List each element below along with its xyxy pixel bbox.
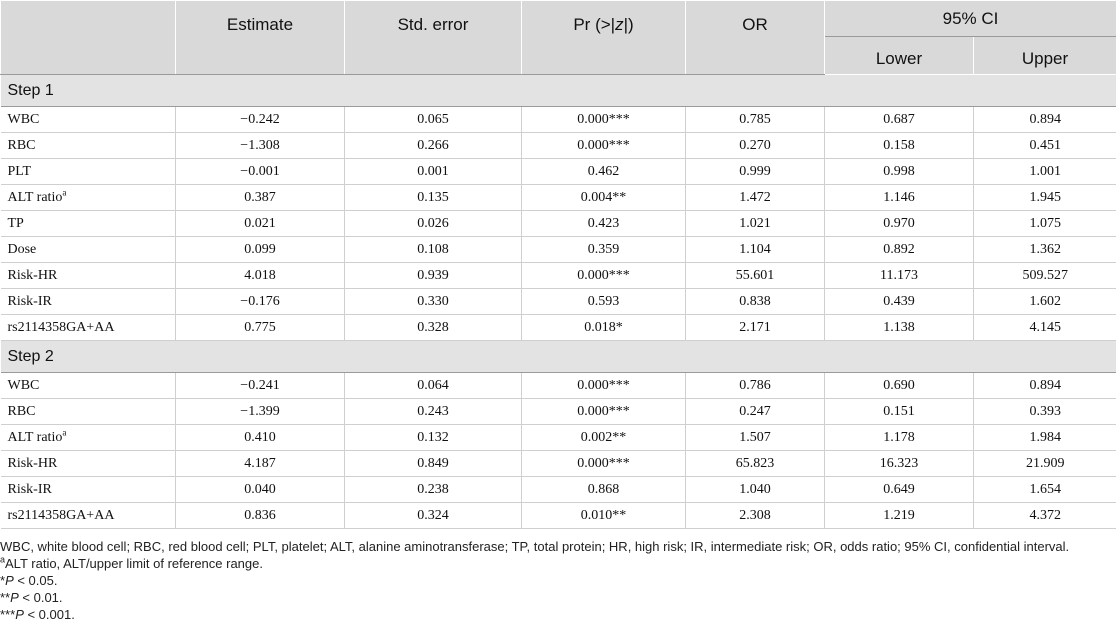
cell-std-error: 0.243 (345, 399, 522, 425)
cell-std-error: 0.849 (345, 451, 522, 477)
cell-lower: 0.439 (825, 289, 974, 315)
cell-p: 0.000*** (522, 373, 686, 399)
footnote-p0001 (0, 606, 1116, 623)
table-row (1, 477, 1116, 503)
cell-estimate: 0.099 (176, 237, 345, 263)
cell-upper: 0.393 (974, 399, 1116, 425)
cell-upper: 0.894 (974, 107, 1116, 133)
table-row (1, 503, 1116, 529)
cell-lower: 1.178 (825, 425, 974, 451)
section-row (1, 75, 1116, 107)
cell-estimate: −0.001 (176, 159, 345, 185)
variable-name: PLT (7, 163, 32, 179)
cell-std-error: 0.132 (345, 425, 522, 451)
cell-upper: 1.001 (974, 159, 1116, 185)
cell-estimate: 0.836 (176, 503, 345, 529)
cell-or: 1.472 (686, 185, 825, 211)
cell-upper: 4.372 (974, 503, 1116, 529)
variable-name: ALT ratio (7, 429, 63, 445)
cell-lower: 0.151 (825, 399, 974, 425)
cell-estimate: 0.387 (176, 185, 345, 211)
cell-upper: 1.984 (974, 425, 1116, 451)
cell-p: 0.018* (522, 315, 686, 341)
cell-variable (1, 159, 176, 185)
variable-footnote-marker: a (62, 426, 67, 437)
table-row (1, 237, 1116, 263)
cell-lower: 11.173 (825, 263, 974, 289)
cell-or: 0.838 (686, 289, 825, 315)
cell-upper: 1.362 (974, 237, 1116, 263)
cell-variable (1, 289, 176, 315)
cell-variable (1, 185, 176, 211)
section-row (1, 341, 1116, 373)
cell-p: 0.000*** (522, 133, 686, 159)
footnote-p-var: P (5, 573, 14, 588)
cell-or: 1.104 (686, 237, 825, 263)
cell-lower: 0.970 (825, 211, 974, 237)
cell-or: 0.999 (686, 159, 825, 185)
footnote-p-var: P (15, 607, 24, 622)
cell-p: 0.000*** (522, 107, 686, 133)
cell-std-error: 0.001 (345, 159, 522, 185)
cell-estimate: −0.242 (176, 107, 345, 133)
cell-variable (1, 399, 176, 425)
variable-name: WBC (7, 111, 40, 127)
cell-estimate: 0.021 (176, 211, 345, 237)
cell-or: 2.308 (686, 503, 825, 529)
variable-name: RBC (7, 403, 36, 419)
cell-variable (1, 315, 176, 341)
header-or: OR (686, 1, 825, 75)
header-p-value (522, 1, 686, 75)
header-lower: Lower (825, 37, 974, 75)
footnote-stars: *** (0, 607, 16, 622)
cell-lower: 0.687 (825, 107, 974, 133)
cell-lower: 16.323 (825, 451, 974, 477)
cell-or: 65.823 (686, 451, 825, 477)
table-row (1, 289, 1116, 315)
cell-std-error: 0.328 (345, 315, 522, 341)
cell-estimate: 4.018 (176, 263, 345, 289)
cell-upper: 1.602 (974, 289, 1116, 315)
cell-variable (1, 477, 176, 503)
table-row (1, 451, 1116, 477)
table-row (1, 185, 1116, 211)
cell-upper: 21.909 (974, 451, 1116, 477)
table-row (1, 373, 1116, 399)
variable-footnote-marker: a (62, 186, 67, 197)
cell-p: 0.004** (522, 185, 686, 211)
section-label: Step 2 (1, 341, 1116, 373)
cell-estimate: 4.187 (176, 451, 345, 477)
cell-std-error: 0.135 (345, 185, 522, 211)
cell-lower: 1.146 (825, 185, 974, 211)
cell-variable (1, 373, 176, 399)
cell-upper: 1.075 (974, 211, 1116, 237)
variable-name: Risk-HR (7, 267, 58, 283)
footnote-p-text: < 0.01. (18, 590, 63, 605)
cell-upper: 1.945 (974, 185, 1116, 211)
cell-std-error: 0.266 (345, 133, 522, 159)
cell-or: 0.270 (686, 133, 825, 159)
footnote-a-marker: a (0, 554, 6, 565)
footnote-p-text: < 0.05. (13, 573, 58, 588)
cell-variable (1, 503, 176, 529)
cell-std-error: 0.939 (345, 263, 522, 289)
header-estimate: Estimate (176, 1, 345, 75)
cell-estimate: −0.176 (176, 289, 345, 315)
cell-upper: 0.894 (974, 373, 1116, 399)
cell-p: 0.593 (522, 289, 686, 315)
table-row (1, 133, 1116, 159)
cell-lower: 0.690 (825, 373, 974, 399)
cell-or: 1.040 (686, 477, 825, 503)
cell-or: 0.247 (686, 399, 825, 425)
cell-lower: 0.158 (825, 133, 974, 159)
variable-name: Risk-IR (7, 293, 52, 309)
cell-upper: 4.145 (974, 315, 1116, 341)
cell-p: 0.000*** (522, 263, 686, 289)
cell-lower: 0.892 (825, 237, 974, 263)
table-row (1, 211, 1116, 237)
footnote-a-text: ALT ratio, ALT/upper limit of reference range. (5, 556, 263, 571)
table-row (1, 399, 1116, 425)
cell-variable (1, 211, 176, 237)
table-row (1, 159, 1116, 185)
cell-variable (1, 451, 176, 477)
cell-upper: 0.451 (974, 133, 1116, 159)
cell-estimate: −1.308 (176, 133, 345, 159)
variable-name: WBC (7, 377, 40, 393)
footnote-stars: ** (0, 590, 11, 605)
cell-p: 0.000*** (522, 399, 686, 425)
header-p-suffix: |) (623, 15, 634, 34)
table-row (1, 425, 1116, 451)
cell-std-error: 0.064 (345, 373, 522, 399)
cell-or: 55.601 (686, 263, 825, 289)
cell-upper: 509.527 (974, 263, 1116, 289)
cell-std-error: 0.026 (345, 211, 522, 237)
cell-p: 0.002** (522, 425, 686, 451)
table-row (1, 263, 1116, 289)
cell-p: 0.462 (522, 159, 686, 185)
cell-lower: 1.219 (825, 503, 974, 529)
cell-variable (1, 133, 176, 159)
table-body (1, 75, 1116, 529)
cell-lower: 1.138 (825, 315, 974, 341)
cell-std-error: 0.108 (345, 237, 522, 263)
table-row (1, 107, 1116, 133)
variable-name: rs2114358GA+AA (7, 507, 115, 523)
variable-name: rs2114358GA+AA (7, 319, 115, 335)
cell-variable (1, 237, 176, 263)
cell-or: 1.021 (686, 211, 825, 237)
cell-std-error: 0.238 (345, 477, 522, 503)
cell-variable (1, 263, 176, 289)
variable-name: Risk-IR (7, 481, 52, 497)
footnotes (0, 538, 1116, 623)
cell-estimate: 0.775 (176, 315, 345, 341)
cell-or: 0.786 (686, 373, 825, 399)
table-row (1, 315, 1116, 341)
cell-lower: 0.649 (825, 477, 974, 503)
table-header (1, 1, 1116, 75)
cell-estimate: −0.241 (176, 373, 345, 399)
footnote-abbreviations: WBC, white blood cell; RBC, red blood cell; PLT, platelet; ALT, alanine aminotransferase; TP, total protein; HR, high risk; IR, intermediate risk; OR, odds ratio; 95% CI, confidential interval. (0, 539, 1070, 554)
cell-p: 0.359 (522, 237, 686, 263)
cell-variable (1, 425, 176, 451)
footnote-p-text: < 0.001. (23, 607, 75, 622)
header-blank (1, 1, 176, 75)
cell-or: 1.507 (686, 425, 825, 451)
cell-estimate: 0.040 (176, 477, 345, 503)
cell-std-error: 0.330 (345, 289, 522, 315)
cell-p: 0.000*** (522, 451, 686, 477)
cell-p: 0.868 (522, 477, 686, 503)
header-ci: 95% CI (825, 1, 1116, 37)
header-std-error: Std. error (345, 1, 522, 75)
cell-upper: 1.654 (974, 477, 1116, 503)
variable-name: Risk-HR (7, 455, 58, 471)
header-upper: Upper (974, 37, 1116, 75)
footnote-stars: * (0, 573, 6, 588)
footnote-p-var: P (10, 590, 19, 605)
cell-variable (1, 107, 176, 133)
cell-or: 2.171 (686, 315, 825, 341)
cell-estimate: −1.399 (176, 399, 345, 425)
section-label: Step 1 (1, 75, 1116, 107)
header-p-var: z (615, 15, 624, 34)
header-p-prefix: Pr (>| (573, 15, 616, 34)
footnote-a (0, 555, 1116, 572)
variable-name: Dose (7, 241, 37, 257)
variable-name: TP (7, 215, 24, 231)
cell-p: 0.423 (522, 211, 686, 237)
footnote-p005 (0, 572, 1116, 589)
variable-name: ALT ratio (7, 189, 63, 205)
cell-lower: 0.998 (825, 159, 974, 185)
cell-std-error: 0.065 (345, 107, 522, 133)
cell-or: 0.785 (686, 107, 825, 133)
variable-name: RBC (7, 137, 36, 153)
cell-std-error: 0.324 (345, 503, 522, 529)
footnote-p001 (0, 589, 1116, 606)
cell-estimate: 0.410 (176, 425, 345, 451)
cell-p: 0.010** (522, 503, 686, 529)
